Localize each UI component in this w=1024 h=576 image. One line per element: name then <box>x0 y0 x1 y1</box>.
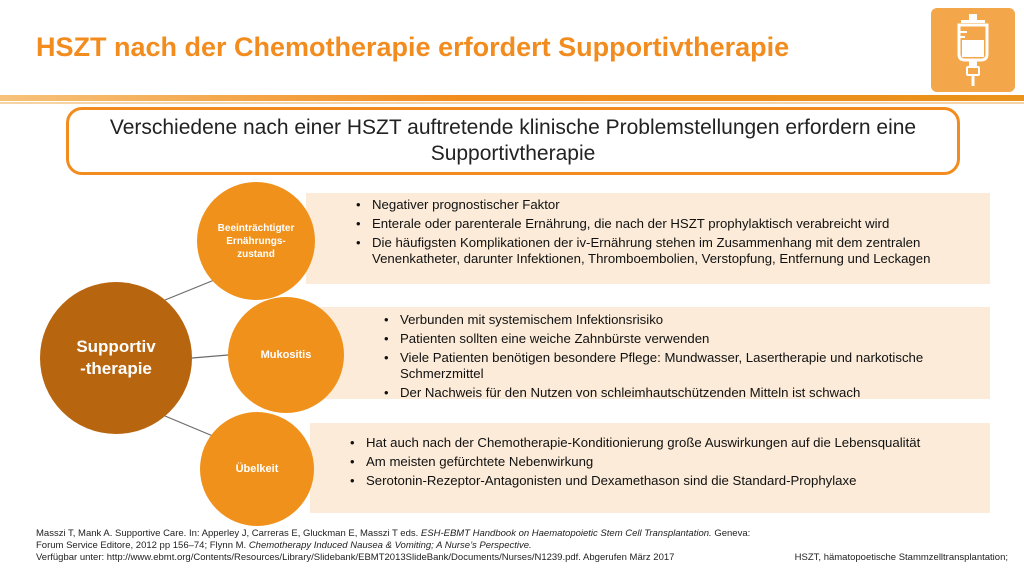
abbreviation-footnote: HSZT, hämatopoetische Stammzelltransplantation; <box>794 552 1008 563</box>
bullet-item: • Viele Patienten benötigen besondere Pflege: Mundwasser, Lasertherapie und narkotische Schmerzmittel <box>378 350 990 382</box>
connector-mucositis <box>192 355 228 358</box>
bullet-item: • Enterale oder parenterale Ernährung, die nach der HSZT prophylaktisch verabreicht wird <box>350 216 990 232</box>
reference-text: Masszi T, Mank A. Supportive Care. In: Apperley J, Carreras E, Gluckman E, Masszi T eds. <box>36 528 421 539</box>
reference-text: Chemotherapy Induced Nausea & Vomiting; A Nurse’s Perspective. <box>248 540 532 551</box>
slide-title: HSZT nach der Chemotherapie erfordert Supportivtherapie <box>36 32 790 62</box>
center-label-line: Supportiv <box>76 337 156 356</box>
bullet-item: • Patienten sollten eine weiche Zahnbürste verwenden <box>378 331 990 347</box>
center-topic-circle <box>40 282 192 434</box>
topic-label: Mukositis <box>260 349 312 361</box>
topic-label-line: Ernährungs- <box>226 235 286 247</box>
topic-circle-mucositis <box>228 297 344 413</box>
topic-label <box>218 222 295 261</box>
bullet-item: • Serotonin-Rezeptor-Antagonisten und Dexamethason sind die Standard-Prophylaxe <box>344 473 990 489</box>
reference-footnote <box>36 528 756 564</box>
reference-text: ESH-EBMT Handbook on Haematopoietic Stem Cell Transplantation. <box>420 528 712 539</box>
topic-circle-nutrition <box>197 182 315 300</box>
reference-text: Geneva: Forum Service Editore, 2012 pp 156–74; Flynn M. <box>36 528 751 551</box>
center-label-line: -therapie <box>80 359 152 378</box>
center-topic-label <box>76 336 155 380</box>
bullet-item: • Am meisten gefürchtete Nebenwirkung <box>344 454 990 470</box>
bullet-item: • Verbunden mit systemischem Infektionsrisiko <box>378 312 990 328</box>
topic-label-line: Beeinträchtigter <box>217 222 295 234</box>
topic-label-line: zustand <box>237 248 275 260</box>
intro-callout-text: Verschiedene nach einer HSZT auftretende klinische Problemstellungen erfordern eine Supportivtherapie <box>109 116 917 165</box>
bullet-item: • Die häufigsten Komplikationen der iv-Ernährung stehen im Zusammenhang mit dem zentralen Venenkatheter, darunter Infektionen, Thromboembolien, Verstopfung, Entfernung und Leckagen <box>350 235 990 267</box>
topic-label: Übelkeit <box>235 463 279 475</box>
bullet-item: • Negativer prognostischer Faktor <box>350 197 990 213</box>
bullet-item: • Der Nachweis für den Nutzen von schleimhautschützenden Mitteln ist schwach <box>378 385 990 401</box>
topic-circle-nausea <box>200 412 314 526</box>
bullet-item: • Hat auch nach der Chemotherapie-Konditionierung große Auswirkungen auf die Lebensqualität <box>344 435 990 451</box>
reference-url-text: Verfügbar unter: http://www.ebmt.org/Contents/Resources/Library/Slidebank/EBMT2013SlideBank/Documents/Nurses/N1239.pdf. Abgerufen März 2017 <box>36 552 675 563</box>
